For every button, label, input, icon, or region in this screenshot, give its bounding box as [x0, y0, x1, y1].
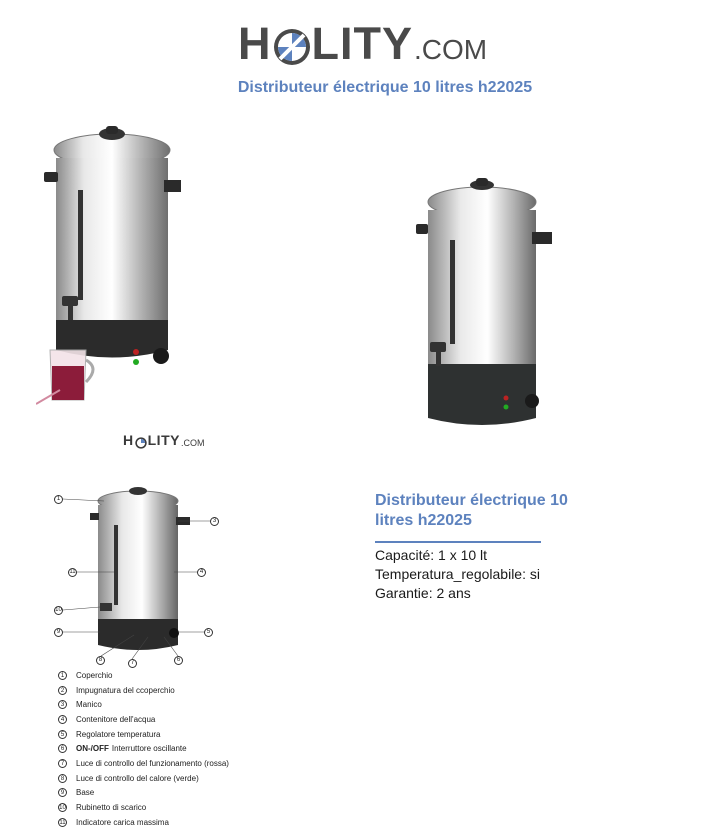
- legend-number: 4: [58, 715, 67, 724]
- legend-text: Coperchio: [76, 670, 113, 680]
- product-title: Distributeur électrique 10 litres h22025: [375, 492, 568, 529]
- spec-temperature: Temperatura_regolabile: si: [375, 566, 540, 582]
- legend-number: 10: [59, 805, 66, 812]
- small-logo-word: LITY: [147, 432, 180, 448]
- parts-legend: [58, 668, 229, 830]
- legend-number: 7: [58, 759, 67, 768]
- legend-item: [58, 800, 229, 815]
- callout-8: 8: [96, 656, 105, 665]
- legend-text: Impugnatura del ccoperchio: [76, 685, 175, 695]
- brand-logo[interactable]: [238, 14, 488, 69]
- logo-letter-h: H: [238, 18, 272, 69]
- legend-number: 9: [58, 788, 67, 797]
- legend-item: [58, 741, 229, 756]
- legend-number: 3: [58, 700, 67, 709]
- small-logo-letter-h: H: [123, 432, 134, 448]
- callout-lines: [54, 485, 224, 670]
- legend-number: 5: [58, 730, 67, 739]
- legend-number: 8: [58, 774, 67, 783]
- product-image-front[interactable]: [412, 172, 557, 437]
- legend-item: [58, 786, 229, 801]
- logo-word: LITY: [311, 18, 413, 69]
- logo-o-icon: [273, 28, 311, 66]
- callout-3: 3: [210, 517, 219, 526]
- small-logo-suffix: .COM: [180, 438, 205, 448]
- legend-item: [58, 815, 229, 830]
- legend-bold: ON-/OFF: [76, 744, 109, 754]
- legend-item: [58, 712, 229, 727]
- product-image-with-cup[interactable]: [36, 120, 196, 410]
- legend-item: [58, 771, 229, 786]
- legend-text: Regolatore temperatura: [76, 729, 161, 739]
- legend-item: [58, 668, 229, 683]
- product-specs: [375, 546, 540, 603]
- legend-text: Luce di controllo del funzionamento (rossa): [76, 758, 229, 768]
- callout-10: 10: [55, 607, 62, 613]
- legend-item: [58, 727, 229, 742]
- legend-item: [58, 683, 229, 698]
- callout-11: 11: [69, 569, 76, 575]
- callout-5: 5: [204, 628, 213, 637]
- legend-text: Manico: [76, 700, 102, 710]
- legend-number: 6: [58, 744, 67, 753]
- spec-warranty: Garantie: 2 ans: [375, 585, 471, 601]
- page-title: Distributeur électrique 10 litres h22025: [237, 79, 533, 96]
- callout-6: 6: [174, 656, 183, 665]
- parts-diagram: [54, 485, 224, 665]
- legend-text: Luce di controllo del calore (verde): [76, 773, 199, 783]
- legend-text: Base: [76, 788, 95, 798]
- legend-text: Indicatore carica massima: [76, 817, 169, 827]
- callout-1: 1: [54, 495, 63, 504]
- legend-item: [58, 697, 229, 712]
- callout-4: 4: [197, 568, 206, 577]
- callout-7: 7: [128, 659, 137, 668]
- legend-text: Contenitore dell'acqua: [76, 714, 156, 724]
- callout-9: 9: [54, 628, 63, 637]
- legend-number: 2: [58, 686, 67, 695]
- small-brand-logo: [123, 432, 204, 448]
- legend-number: 1: [58, 671, 67, 680]
- title-divider: [375, 541, 541, 543]
- legend-text: Interruttore oscillante: [111, 744, 187, 754]
- small-logo-o-icon: [135, 436, 147, 448]
- logo-suffix: .COM: [414, 34, 488, 65]
- spec-capacity: Capacité: 1 x 10 lt: [375, 547, 488, 563]
- legend-item: [58, 756, 229, 771]
- legend-number: 11: [59, 819, 66, 826]
- legend-text: Rubinetto di scarico: [76, 803, 147, 813]
